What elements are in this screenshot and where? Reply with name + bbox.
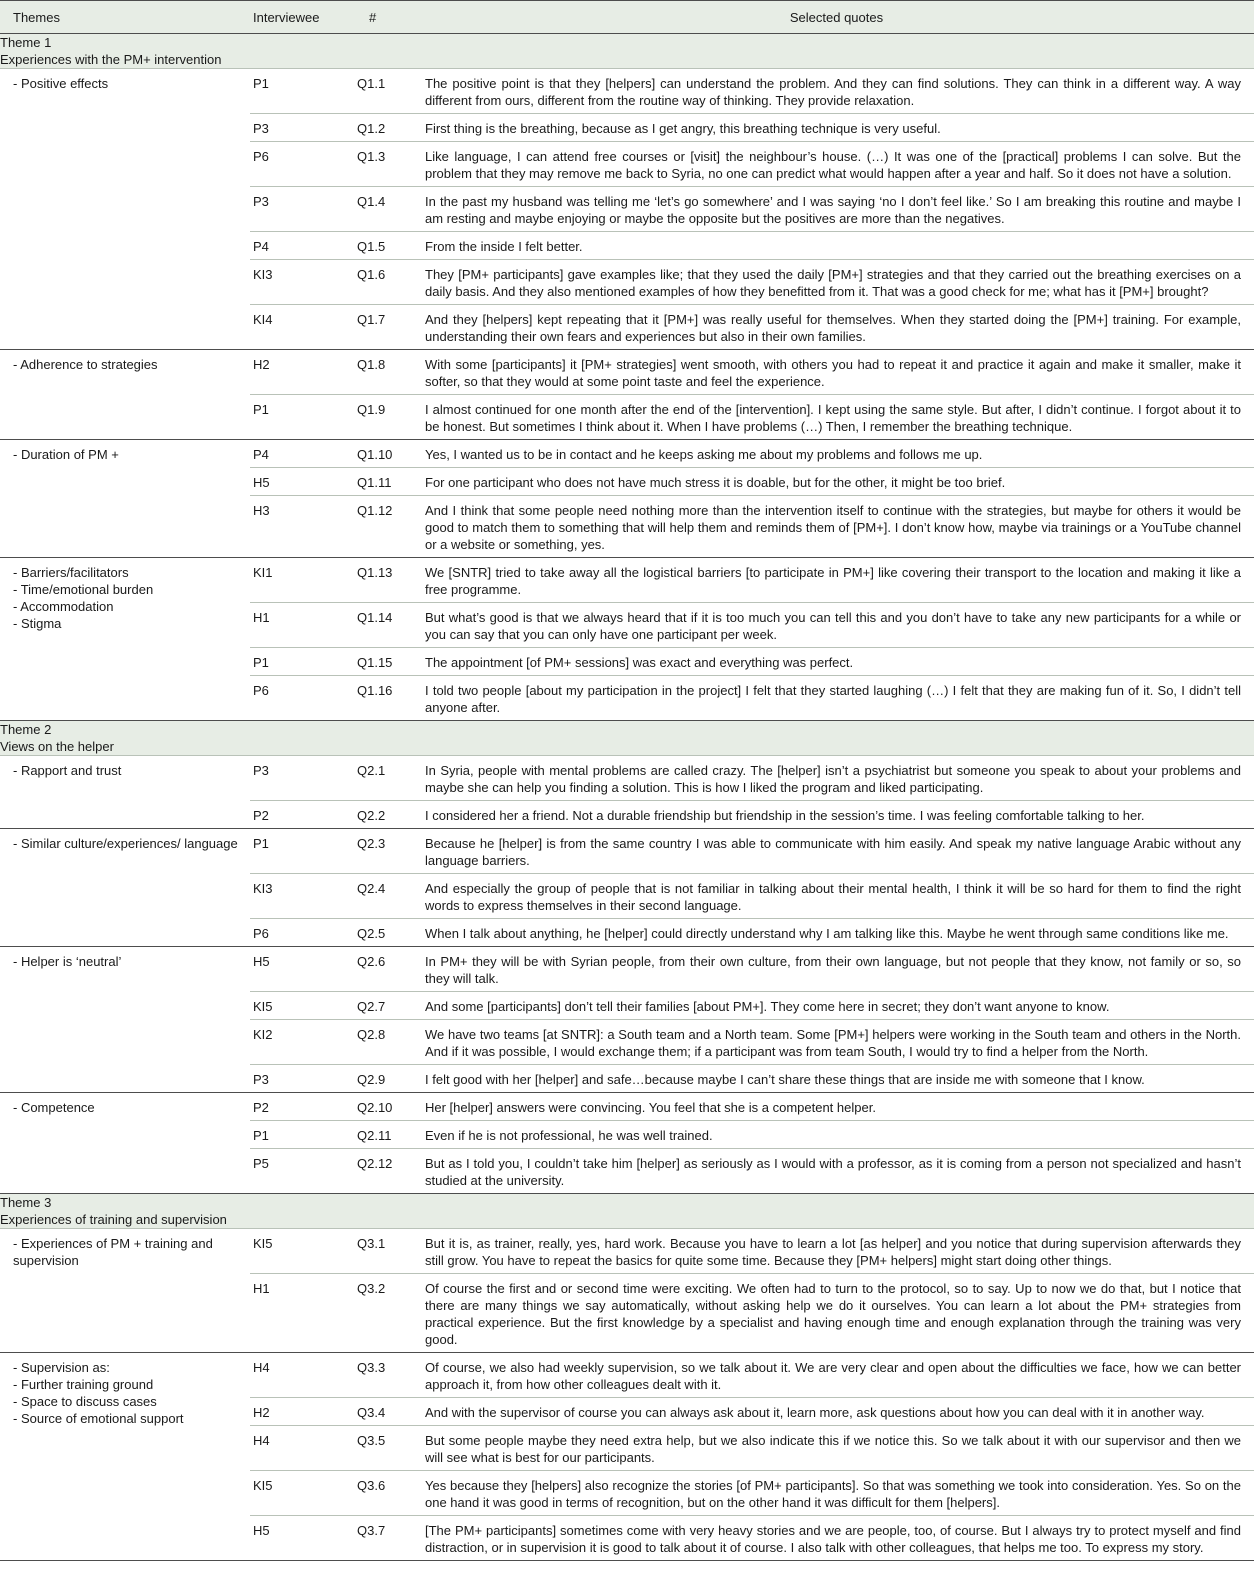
interviewee-cell: KI3 bbox=[250, 874, 350, 919]
quote-text-cell: Her [helper] answers were convincing. You feel that she is a competent helper. bbox=[419, 1093, 1254, 1121]
interviewee-cell: P4 bbox=[250, 440, 350, 468]
quote-text-cell: But some people maybe they need extra help, but we also indicate this if we notice this. So we talk about it with our supervisor and then we will see what is best for our participants. bbox=[419, 1426, 1254, 1471]
quote-text-cell: I told two people [about my participation in the project] I felt that they started laughing (…) I felt that they are making fun of it. So, I didn’t tell anyone after. bbox=[419, 676, 1254, 721]
theme-header-row bbox=[0, 1194, 1254, 1229]
header-row bbox=[0, 1, 1254, 34]
interviewee-cell: P3 bbox=[250, 756, 350, 801]
subtheme-cell bbox=[0, 1353, 250, 1561]
interviewee-cell: KI5 bbox=[250, 992, 350, 1020]
subtheme-cell bbox=[0, 1229, 250, 1353]
interviewee-cell: KI3 bbox=[250, 260, 350, 305]
quote-number-cell: Q1.5 bbox=[350, 232, 419, 260]
subtheme-label: - Experiences of PM + training and supervision bbox=[13, 1236, 213, 1268]
interviewee-cell: P6 bbox=[250, 919, 350, 947]
quote-number-cell: Q1.3 bbox=[350, 142, 419, 187]
quote-number-cell: Q3.5 bbox=[350, 1426, 419, 1471]
subtheme-label: - Time/emotional burden bbox=[13, 582, 154, 597]
quote-text-cell: Like language, I can attend free courses or [visit] the neighbour’s house. (…) It was one of the [practical] problems I can solve. But the problem that they may remove me back to Syria, no one can predict what would happen after a year and half. So it does not have a solution. bbox=[419, 142, 1254, 187]
quote-number-cell: Q2.5 bbox=[350, 919, 419, 947]
subtheme-label: - Duration of PM + bbox=[13, 447, 119, 462]
interviewee-cell: P1 bbox=[250, 1121, 350, 1149]
interviewee-cell: P3 bbox=[250, 1065, 350, 1093]
subtheme-label: - Positive effects bbox=[13, 76, 109, 91]
subtheme-cell bbox=[0, 1093, 250, 1194]
theme-heading bbox=[0, 721, 1254, 756]
quote-number-cell: Q1.9 bbox=[350, 395, 419, 440]
quote-number-cell: Q1.7 bbox=[350, 305, 419, 350]
interviewee-cell: KI2 bbox=[250, 1020, 350, 1065]
quote-text-cell: The appointment [of PM+ sessions] was exact and everything was perfect. bbox=[419, 648, 1254, 676]
theme-title: Theme 2 bbox=[0, 722, 52, 737]
quote-text-cell: When I talk about anything, he [helper] could directly understand why I am talking like this. Maybe he went through same conditions like me. bbox=[419, 919, 1254, 947]
quote-number-cell: Q2.10 bbox=[350, 1093, 419, 1121]
interviewee-cell: P2 bbox=[250, 1093, 350, 1121]
quote-number-cell: Q2.2 bbox=[350, 801, 419, 829]
quote-text-cell: In the past my husband was telling me ‘let’s go somewhere’ and I was saying ‘no I don’t feel like.’ So I am breaking this routine and maybe I am resting and maybe enjoying or maybe the opposite but the positives are more than the negatives. bbox=[419, 187, 1254, 232]
interviewee-cell: H5 bbox=[250, 1516, 350, 1561]
quote-text-cell: From the inside I felt better. bbox=[419, 232, 1254, 260]
quote-number-cell: Q3.2 bbox=[350, 1274, 419, 1353]
subtheme-cell bbox=[0, 829, 250, 947]
quote-text-cell: I felt good with her [helper] and safe…because maybe I can’t share these things that are inside me with someone that I know. bbox=[419, 1065, 1254, 1093]
table-header bbox=[0, 1, 1254, 34]
theme-subtitle: Views on the helper bbox=[0, 739, 114, 754]
interviewee-cell: P5 bbox=[250, 1149, 350, 1194]
interviewee-cell: H4 bbox=[250, 1426, 350, 1471]
quote-number-cell: Q2.1 bbox=[350, 756, 419, 801]
interviewee-cell: H1 bbox=[250, 1274, 350, 1353]
quote-text-cell: And they [helpers] kept repeating that it [PM+] was really useful for themselves. When they started doing the [PM+] training. For example, understanding their own fears and experiences but also in their own families. bbox=[419, 305, 1254, 350]
quote-row bbox=[0, 558, 1254, 603]
quote-number-cell: Q1.2 bbox=[350, 114, 419, 142]
interviewee-cell: KI4 bbox=[250, 305, 350, 350]
quote-number-cell: Q1.13 bbox=[350, 558, 419, 603]
quote-text-cell: But what’s good is that we always heard that if it is too much you can tell this and you don’t have to take any new participants for a while or you can say that you can only have one participant per week. bbox=[419, 603, 1254, 648]
theme-heading bbox=[0, 1194, 1254, 1229]
subtheme-cell bbox=[0, 558, 250, 721]
theme-header-row bbox=[0, 34, 1254, 69]
theme-title: Theme 3 bbox=[0, 1195, 52, 1210]
quote-number-cell: Q2.3 bbox=[350, 829, 419, 874]
subtheme-label: - Supervision as: bbox=[13, 1360, 110, 1375]
quote-number-cell: Q3.3 bbox=[350, 1353, 419, 1398]
theme-title: Theme 1 bbox=[0, 35, 52, 50]
theme-subtitle: Experiences of training and supervision bbox=[0, 1212, 227, 1227]
quote-text-cell: Of course, we also had weekly supervision, so we talk about it. We are very clear and open about the difficulties we face, how we can better approach it, from how other colleagues dealt with it. bbox=[419, 1353, 1254, 1398]
quote-number-cell: Q1.12 bbox=[350, 496, 419, 558]
col-header-interviewee: Interviewee bbox=[250, 1, 350, 34]
quote-text-cell: I almost continued for one month after the end of the [intervention]. I kept using the same style. But after, I didn’t continue. I forgot about it to be honest. But sometimes I think about it. When I have problems (…) Then, I remember the breathing technique. bbox=[419, 395, 1254, 440]
subtheme-label: - Accommodation bbox=[13, 599, 114, 614]
quote-number-cell: Q2.7 bbox=[350, 992, 419, 1020]
interviewee-cell: H2 bbox=[250, 1398, 350, 1426]
subtheme-label: - Similar culture/experiences/ language bbox=[13, 836, 238, 851]
subtheme-label: - Adherence to strategies bbox=[13, 357, 158, 372]
quote-number-cell: Q3.6 bbox=[350, 1471, 419, 1516]
quote-text-cell: First thing is the breathing, because as I get angry, this breathing technique is very useful. bbox=[419, 114, 1254, 142]
quote-number-cell: Q1.10 bbox=[350, 440, 419, 468]
subtheme-label: - Source of emotional support bbox=[13, 1411, 184, 1426]
interviewee-cell: P1 bbox=[250, 69, 350, 114]
quote-row bbox=[0, 1353, 1254, 1398]
quote-row bbox=[0, 829, 1254, 874]
interviewee-cell: H3 bbox=[250, 496, 350, 558]
quote-text-cell: But as I told you, I couldn’t take him [helper] as seriously as I would with a professor, as it is coming from a person not specialized and hasn’t studied at the university. bbox=[419, 1149, 1254, 1194]
interviewee-cell: P6 bbox=[250, 676, 350, 721]
interviewee-cell: KI5 bbox=[250, 1229, 350, 1274]
quote-row bbox=[0, 756, 1254, 801]
subtheme-cell bbox=[0, 350, 250, 440]
interviewee-cell: H2 bbox=[250, 350, 350, 395]
quote-number-cell: Q1.1 bbox=[350, 69, 419, 114]
quote-number-cell: Q3.7 bbox=[350, 1516, 419, 1561]
quote-number-cell: Q1.4 bbox=[350, 187, 419, 232]
quote-number-cell: Q2.9 bbox=[350, 1065, 419, 1093]
quote-text-cell: And with the supervisor of course you can always ask about it, learn more, ask questions about how you can deal with it in another way. bbox=[419, 1398, 1254, 1426]
interviewee-cell: P3 bbox=[250, 187, 350, 232]
theme-heading bbox=[0, 34, 1254, 69]
quote-number-cell: Q2.8 bbox=[350, 1020, 419, 1065]
interviewee-cell: P1 bbox=[250, 395, 350, 440]
quote-text-cell: In Syria, people with mental problems are called crazy. The [helper] isn’t a psychiatrist but someone you speak to about your problems and maybe she can help you finding a solution. This is how I liked the program and liked participating. bbox=[419, 756, 1254, 801]
quote-text-cell: Even if he is not professional, he was well trained. bbox=[419, 1121, 1254, 1149]
quote-text-cell: With some [participants] it [PM+ strategies] went smooth, with others you had to repeat it and practice it again and make it smaller, make it softer, so that they would at some point taste and feel the experience. bbox=[419, 350, 1254, 395]
quote-text-cell: The positive point is that they [helpers] can understand the problem. And they can find solutions. They can think in a different way. A way different from ours, different from the routine way of thinking. They provide relaxation. bbox=[419, 69, 1254, 114]
quote-text-cell: And I think that some people need nothing more than the intervention itself to continue with the strategies, but maybe for others it would be good to match them to something that will help them and reminds them of [PM+]. I don’t know how, maybe via trainings or a YouTube channel or a website or something, yes. bbox=[419, 496, 1254, 558]
quote-row bbox=[0, 1093, 1254, 1121]
subtheme-label: - Rapport and trust bbox=[13, 763, 122, 778]
quote-row bbox=[0, 947, 1254, 992]
subtheme-cell bbox=[0, 756, 250, 829]
interviewee-cell: P1 bbox=[250, 829, 350, 874]
quote-text-cell: But it is, as trainer, really, yes, hard work. Because you have to learn a lot [as helper] and you notice that during supervision afterwards they still grow. You have to repeat the basics for quite some time. Because they [PM+ helpers] might start doing other things. bbox=[419, 1229, 1254, 1274]
quote-number-cell: Q1.8 bbox=[350, 350, 419, 395]
quote-text-cell: I considered her a friend. Not a durable friendship but friendship in the session’s time. I was feeling comfortable talking to her. bbox=[419, 801, 1254, 829]
quote-number-cell: Q2.4 bbox=[350, 874, 419, 919]
quote-row bbox=[0, 69, 1254, 114]
quote-text-cell: And some [participants] don’t tell their families [about PM+]. They come here in secret; they don’t want anyone to know. bbox=[419, 992, 1254, 1020]
interviewee-cell: P3 bbox=[250, 114, 350, 142]
quote-text-cell: Of course the first and or second time were exciting. We often had to turn to the protocol, so to say. Up to now we do that, but I notice that there are many things we say automatically, without asking help we do it ourselves. You can learn a lot about the PM+ strategies from practical experience. But the first knowledge by a specialist and having enough time and enough explanation through the training was very good. bbox=[419, 1274, 1254, 1353]
quote-row bbox=[0, 1229, 1254, 1274]
quote-number-cell: Q1.6 bbox=[350, 260, 419, 305]
interviewee-cell: H4 bbox=[250, 1353, 350, 1398]
subtheme-label: - Stigma bbox=[13, 616, 62, 631]
theme-subtitle: Experiences with the PM+ intervention bbox=[0, 52, 222, 67]
table-body bbox=[0, 34, 1254, 1561]
subtheme-label: - Further training ground bbox=[13, 1377, 154, 1392]
quote-number-cell: Q3.4 bbox=[350, 1398, 419, 1426]
subtheme-label: - Helper is ‘neutral’ bbox=[13, 954, 122, 969]
interviewee-cell: P1 bbox=[250, 648, 350, 676]
quote-text-cell: Yes because they [helpers] also recognize the stories [of PM+ participants]. So that was something we took into consideration. Yes. So on the one hand it was good in terms of recognition, but on the other hand it was difficult for them [helpers]. bbox=[419, 1471, 1254, 1516]
quote-row bbox=[0, 350, 1254, 395]
quote-row bbox=[0, 440, 1254, 468]
quote-number-cell: Q2.12 bbox=[350, 1149, 419, 1194]
quote-text-cell: They [PM+ participants] gave examples like; that they used the daily [PM+] strategies and that they carried out the breathing exercises on a daily basis. And they also mentioned examples of how they benefitted from it. That was a good check for me; what has it [PM+] brought? bbox=[419, 260, 1254, 305]
quote-text-cell: [The PM+ participants] sometimes come with very heavy stories and we are people, too, of course. But I always try to protect myself and find distraction, or in supervision it is good to talk about it of course. I also talk with other colleagues, that helps me too. To express my story. bbox=[419, 1516, 1254, 1561]
quote-text-cell: Yes, I wanted us to be in contact and he keeps asking me about my problems and follows me up. bbox=[419, 440, 1254, 468]
subtheme-label: - Competence bbox=[13, 1100, 95, 1115]
quote-text-cell: We have two teams [at SNTR]: a South team and a North team. Some [PM+] helpers were working in the South team and others in the North. And if it was possible, I would exchange them; if a participant was from team South, I would try to find a helper from the North. bbox=[419, 1020, 1254, 1065]
quote-number-cell: Q1.14 bbox=[350, 603, 419, 648]
quote-text-cell: In PM+ they will be with Syrian people, from their own culture, from their own language, but not people that they know, not family or so, so they will talk. bbox=[419, 947, 1254, 992]
quote-number-cell: Q2.6 bbox=[350, 947, 419, 992]
col-header-quotes: Selected quotes bbox=[419, 1, 1254, 34]
theme-header-row bbox=[0, 721, 1254, 756]
subtheme-cell bbox=[0, 69, 250, 350]
quote-text-cell: Because he [helper] is from the same country I was able to communicate with him easily. And speak my native language Arabic without any language barriers. bbox=[419, 829, 1254, 874]
quote-text-cell: And especially the group of people that is not familiar in talking about their mental health, I think it will be so hard for them to find the right words to express themselves in their second language. bbox=[419, 874, 1254, 919]
quote-number-cell: Q1.15 bbox=[350, 648, 419, 676]
interviewee-cell: KI1 bbox=[250, 558, 350, 603]
subtheme-label: - Space to discuss cases bbox=[13, 1394, 157, 1409]
subtheme-cell bbox=[0, 947, 250, 1093]
quote-number-cell: Q1.11 bbox=[350, 468, 419, 496]
subtheme-cell bbox=[0, 440, 250, 558]
quote-text-cell: We [SNTR] tried to take away all the logistical barriers [to participate in PM+] like covering their transport to the location and making it like a free programme. bbox=[419, 558, 1254, 603]
quote-number-cell: Q3.1 bbox=[350, 1229, 419, 1274]
interviewee-cell: P6 bbox=[250, 142, 350, 187]
interviewee-cell: H5 bbox=[250, 468, 350, 496]
interviewee-cell: H1 bbox=[250, 603, 350, 648]
interviewee-cell: KI5 bbox=[250, 1471, 350, 1516]
col-header-themes: Themes bbox=[0, 1, 250, 34]
interviewee-cell: P4 bbox=[250, 232, 350, 260]
interviewee-cell: H5 bbox=[250, 947, 350, 992]
interviewee-cell: P2 bbox=[250, 801, 350, 829]
col-header-number: # bbox=[350, 1, 419, 34]
quote-number-cell: Q1.16 bbox=[350, 676, 419, 721]
subtheme-label: - Barriers/facilitators bbox=[13, 565, 129, 580]
quote-number-cell: Q2.11 bbox=[350, 1121, 419, 1149]
quote-text-cell: For one participant who does not have much stress it is doable, but for the other, it might be too brief. bbox=[419, 468, 1254, 496]
